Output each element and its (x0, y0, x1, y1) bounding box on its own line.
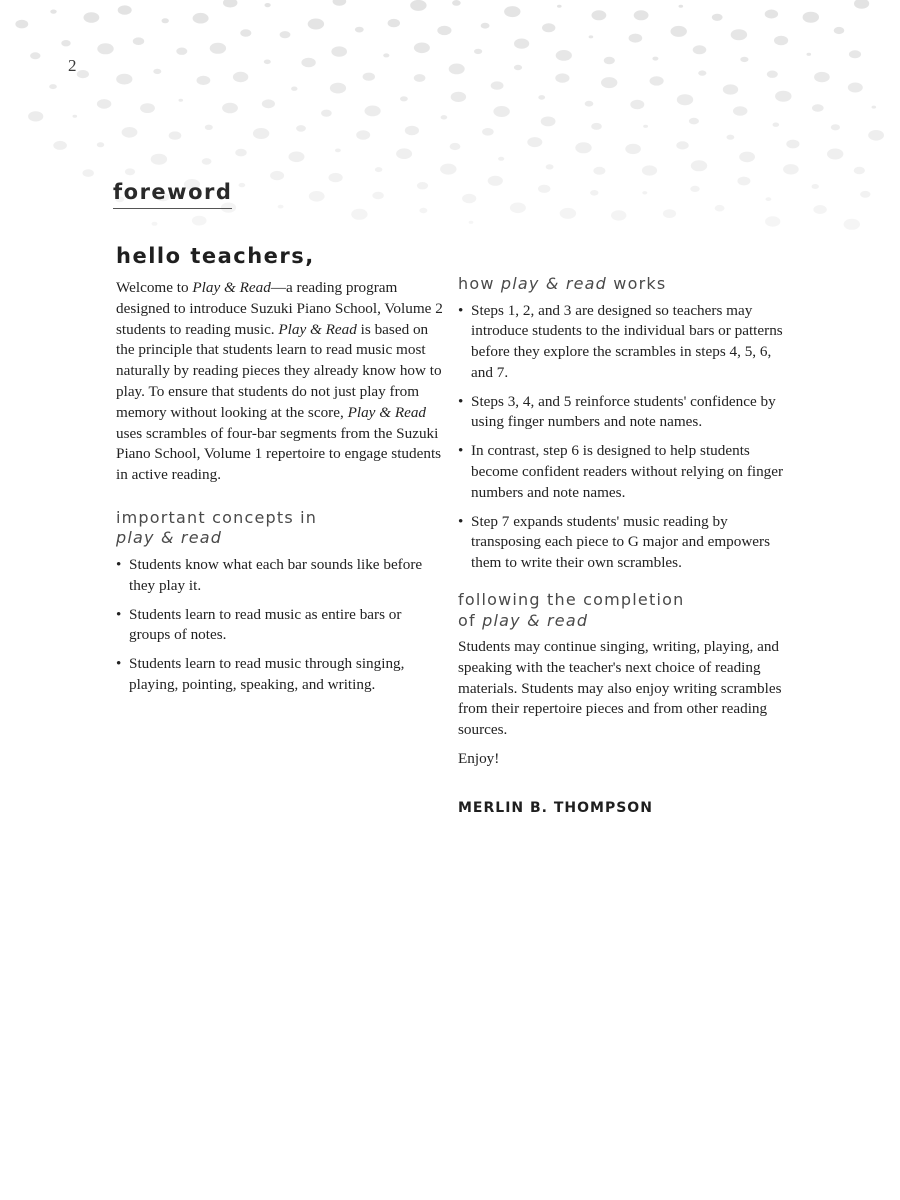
decor-dot (556, 50, 572, 61)
decor-dot (270, 171, 284, 180)
list-item: • Step 7 expands students' music reading by transposing each piece to G major and empowers them to write their own scrambles. (458, 512, 788, 574)
decor-dot (321, 110, 332, 117)
decor-dot (542, 23, 555, 32)
decor-dot (202, 158, 212, 165)
decor-dot (803, 12, 819, 23)
decor-dot (335, 149, 341, 153)
following-heading: following the completion of play & read (458, 590, 685, 630)
decor-dot (417, 182, 428, 189)
decor-dot (50, 10, 56, 14)
decor-dot (689, 118, 699, 125)
decor-dot (488, 176, 503, 186)
decor-dot (731, 29, 747, 40)
decor-dot (73, 115, 78, 118)
decor-dot (363, 73, 375, 81)
decor-dot (331, 46, 347, 56)
decor-dot (643, 125, 648, 128)
decor-dot (469, 221, 474, 224)
decor-dot (441, 115, 448, 119)
decor-dot (197, 76, 211, 85)
how-it-works-heading: how play & read works (458, 274, 667, 293)
decor-dot (118, 5, 132, 14)
decor-dot (676, 141, 688, 149)
decor-dot (557, 5, 562, 8)
decor-dot (491, 81, 504, 89)
decor-dot (116, 74, 132, 85)
decor-dot (264, 60, 271, 65)
decor-dot (812, 184, 819, 189)
decor-dot (169, 131, 182, 139)
decor-dot (410, 0, 426, 11)
decor-dot (814, 72, 830, 82)
decor-dot (133, 37, 144, 45)
decor-dot (671, 26, 687, 37)
decor-dot (677, 94, 693, 105)
decor-dot (239, 183, 246, 187)
decor-dot (140, 103, 155, 113)
decor-dot (365, 106, 381, 117)
decor-dot (15, 20, 28, 29)
decor-dot (739, 152, 755, 163)
decor-dot (301, 58, 315, 68)
decor-dot (151, 154, 167, 165)
decor-dot (765, 216, 780, 226)
decor-dot (280, 31, 291, 38)
list-item: • Students know what each bar sounds like before they play it. (116, 555, 446, 597)
decor-dot (265, 3, 271, 7)
decor-dot (589, 35, 594, 38)
decor-dot (192, 216, 207, 226)
decor-dot (210, 43, 226, 54)
decor-dot (481, 23, 490, 29)
decor-dot (527, 137, 542, 147)
decor-dot (330, 83, 346, 94)
concepts-list (116, 555, 446, 696)
decor-dot (291, 87, 297, 91)
decor-dot (414, 74, 426, 82)
decor-dot (396, 148, 412, 159)
decor-dot (546, 164, 554, 169)
decor-dot (663, 209, 676, 218)
decor-dot (223, 0, 237, 8)
decor-dot (498, 157, 504, 161)
decor-dot (854, 0, 869, 9)
decor-dot (740, 57, 748, 62)
decor-dot (333, 0, 347, 6)
decor-dot (611, 210, 626, 220)
decor-dot (97, 142, 104, 147)
author-signature: MERLIN B. THOMPSON (458, 799, 653, 816)
decor-dot (773, 123, 780, 127)
concepts-heading: important concepts in play & read (116, 507, 318, 548)
decor-dot (372, 192, 383, 200)
decor-dot (97, 43, 113, 54)
decor-dot (585, 101, 594, 107)
decor-dot (309, 191, 325, 202)
decor-dot (786, 140, 799, 149)
decor-dot (541, 117, 556, 127)
greeting-heading: hello teachers, (116, 244, 315, 268)
decor-dot (437, 26, 451, 35)
decor-dot (193, 13, 209, 24)
decor-dot (560, 208, 576, 219)
decor-dot (848, 83, 863, 93)
decor-dot (122, 127, 138, 138)
decor-dot (179, 99, 184, 102)
decor-dot (162, 18, 169, 23)
decor-dot (698, 70, 706, 75)
decor-dot (733, 106, 747, 116)
decor-dot (712, 14, 723, 21)
decor-dot (233, 72, 248, 82)
list-item: • Steps 1, 2, and 3 are designed so teachers may introduce students to the individual bars or patterns before they explore the scrambles in steps 4, 5, 6, and 7. (458, 301, 788, 384)
decor-dot (630, 100, 644, 109)
decor-dot (844, 219, 860, 230)
decor-dot (737, 177, 750, 186)
following-paragraph: Students may continue singing, writing, playing, and speaking with the teacher's next choice of reading materials. Students may also enjoy writing scrambles from their repertoire pieces and from other reading sources. (458, 638, 782, 739)
decor-dot (205, 125, 213, 130)
decor-dot (849, 50, 861, 58)
decor-dot (125, 168, 135, 175)
decor-dot (235, 149, 246, 157)
decor-dot (591, 123, 602, 130)
decor-dot (813, 205, 826, 214)
closing-text: Enjoy! (458, 750, 500, 768)
decor-dot (592, 10, 607, 20)
decor-dot (514, 39, 529, 49)
decor-dot (253, 128, 269, 139)
decor-dot (590, 190, 598, 196)
decor-dot (650, 76, 664, 85)
decor-dot (84, 12, 100, 23)
decor-dot (493, 106, 509, 117)
decor-dot (868, 130, 884, 141)
decor-dot (872, 106, 877, 109)
decor-dot (329, 173, 343, 182)
decor-dot (452, 0, 461, 6)
decor-dot (601, 77, 617, 88)
list-item: • Steps 3, 4, and 5 reinforce students' confidence by using finger numbers and note names. (458, 392, 788, 434)
decor-dot (375, 167, 382, 172)
list-item: • Students learn to read music through singing, playing, pointing, speaking, and writing. (116, 654, 446, 696)
decor-dot (152, 222, 158, 226)
decor-dot (642, 191, 647, 194)
decor-dot (634, 10, 649, 20)
decor-dot (860, 191, 870, 198)
decor-dot (504, 6, 520, 17)
decor-dot (388, 19, 400, 27)
decor-dot (419, 208, 427, 213)
decor-dot (482, 128, 494, 136)
decor-dot (854, 167, 865, 174)
decor-dot (679, 5, 684, 8)
decor-dot (807, 53, 812, 56)
decor-dot (723, 84, 738, 94)
decor-dot (774, 36, 788, 45)
decor-dot (642, 165, 657, 175)
decor-dot (691, 160, 707, 171)
right-column (458, 274, 788, 816)
decor-dot (356, 130, 370, 139)
decor-dot (593, 167, 605, 175)
decor-dot (575, 142, 591, 153)
left-column (116, 244, 446, 704)
decor-dot (83, 169, 94, 177)
decor-dot (514, 65, 522, 70)
decor-dot (831, 124, 840, 130)
decor-dot (308, 19, 324, 30)
decor-dot (715, 205, 725, 212)
decor-dot (289, 152, 305, 163)
decor-dot (510, 203, 526, 214)
decor-dot (629, 34, 643, 43)
decor-dot (176, 48, 187, 55)
decor-dot (153, 69, 161, 74)
decor-dot (296, 125, 306, 132)
decor-dot (53, 141, 67, 150)
decor-dot (414, 43, 430, 54)
decor-dot (765, 10, 778, 19)
decor-dot (240, 29, 251, 36)
decor-dot (61, 40, 70, 46)
decor-dot (625, 144, 641, 154)
decor-dot (278, 205, 284, 209)
decor-dot (766, 197, 772, 201)
page-number: 2 (68, 56, 77, 75)
decor-dot (827, 149, 843, 160)
decor-dot (49, 84, 57, 89)
decor-dot (383, 53, 389, 57)
decor-dot (538, 95, 545, 100)
section-title: foreword (113, 180, 232, 209)
decor-dot (462, 194, 476, 203)
decor-dot (440, 164, 456, 175)
decor-dot (474, 49, 482, 54)
decor-dot (727, 135, 735, 140)
decor-dot (555, 73, 569, 82)
decor-dot (405, 126, 419, 136)
decor-dot (783, 164, 799, 174)
decor-dot (449, 64, 465, 75)
decor-dot (775, 91, 791, 102)
decor-dot (262, 99, 275, 108)
decor-dot (400, 96, 408, 101)
decor-dot (834, 27, 845, 34)
decor-dot (450, 143, 461, 150)
decor-dot (355, 27, 364, 33)
decor-dot (604, 57, 615, 64)
list-item: • Students learn to read music as entire bars or groups of notes. (116, 605, 446, 647)
intro-paragraph: Welcome to Play & Read—a reading program designed to introduce Suzuki Piano School, Volume 2 students to reading music. Play & Read is based on the principle that students learn to read music most naturally by reading pieces they already know how to play. To ensure that students do not just play from memory without looking at the score, Play & Read uses scrambles of four-bar segments from the Suzuki Piano School, Volume 1 repertoire to engage students in active reading. (116, 279, 443, 484)
decor-dot (77, 70, 89, 78)
how-it-works-list (458, 301, 788, 575)
decor-dot (351, 209, 367, 220)
list-item: • In contrast, step 6 is designed to help students become confident readers without relying on finger numbers and note names. (458, 441, 788, 503)
decor-dot (690, 186, 699, 192)
decor-dot (451, 92, 466, 102)
decor-dot (30, 52, 40, 59)
decor-dot (767, 71, 778, 78)
decor-dot (28, 111, 43, 121)
decor-dot (97, 99, 111, 109)
decor-dot (693, 45, 707, 54)
decor-dot (812, 104, 824, 112)
decor-dot (222, 103, 238, 114)
decor-dot (538, 185, 550, 193)
decor-dot (652, 57, 658, 61)
